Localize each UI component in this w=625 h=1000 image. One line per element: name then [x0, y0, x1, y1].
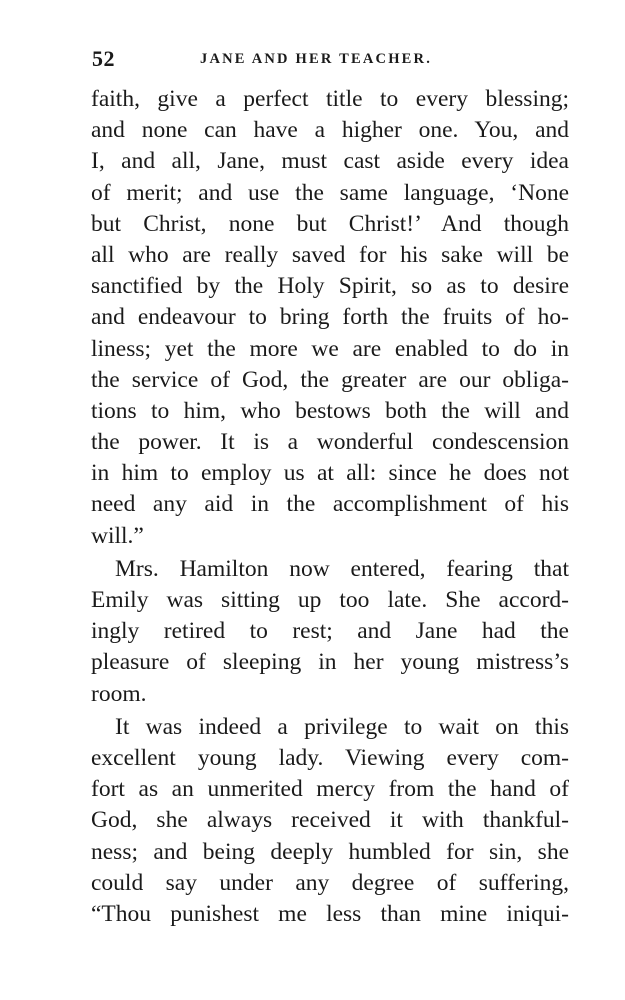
text-line: excellent young lady. Viewing every com- — [91, 744, 569, 771]
text-line: the service of God, the greater are our obliga- — [91, 366, 569, 393]
text-line: need any aid in the accomplishment of his — [91, 491, 569, 518]
paragraph — [91, 84, 569, 552]
text-line: I, and all, Jane, must cast aside every idea — [91, 148, 569, 175]
text-line: fort as an unmerited mercy from the hand of — [91, 776, 569, 803]
text-line: tions to him, who bestows both the will and — [91, 397, 569, 424]
text-line: all who are really saved for his sake will be — [91, 241, 569, 268]
page-number: 52 — [92, 46, 115, 71]
body-text — [91, 84, 569, 930]
text-line: will.” — [91, 522, 144, 549]
paragraph — [91, 554, 569, 710]
paragraph — [91, 712, 569, 930]
text-line: pleasure of sleeping in her young mistress’s — [91, 649, 569, 676]
text-line: but Christ, none but Christ!’ And though — [91, 210, 569, 237]
text-line: ingly retired to rest; and Jane had the — [91, 618, 569, 645]
running-title: JANE AND HER TEACHER. — [200, 51, 433, 67]
text-line: “Thou punishest me less than mine iniqui- — [91, 900, 569, 927]
text-line: It was indeed a privilege to wait on this — [115, 713, 569, 740]
text-line: of merit; and use the same language, ‘None — [91, 179, 569, 206]
text-line: God, she always received it with thankful- — [91, 807, 569, 834]
text-line: Mrs. Hamilton now entered, fearing that — [115, 555, 569, 582]
text-line: could say under any degree of suffering, — [91, 869, 569, 896]
text-line: Emily was sitting up too late. She accord- — [91, 587, 569, 613]
running-head — [92, 46, 570, 76]
text-line: sanctified by the Holy Spirit, so as to desire — [91, 273, 569, 300]
text-line: the power. It is a wonderful condescension — [91, 429, 569, 456]
text-line: and none can have a higher one. You, and — [91, 117, 569, 144]
text-line: faith, give a perfect title to every blessing; — [91, 86, 569, 112]
text-line: room. — [91, 680, 147, 707]
text-line: and endeavour to bring forth the fruits of ho- — [91, 304, 569, 331]
text-line: in him to employ us at all: since he does not — [91, 460, 569, 487]
text-line: liness; yet the more we are enabled to do in — [91, 335, 569, 362]
text-line: ness; and being deeply humbled for sin, she — [91, 838, 569, 865]
